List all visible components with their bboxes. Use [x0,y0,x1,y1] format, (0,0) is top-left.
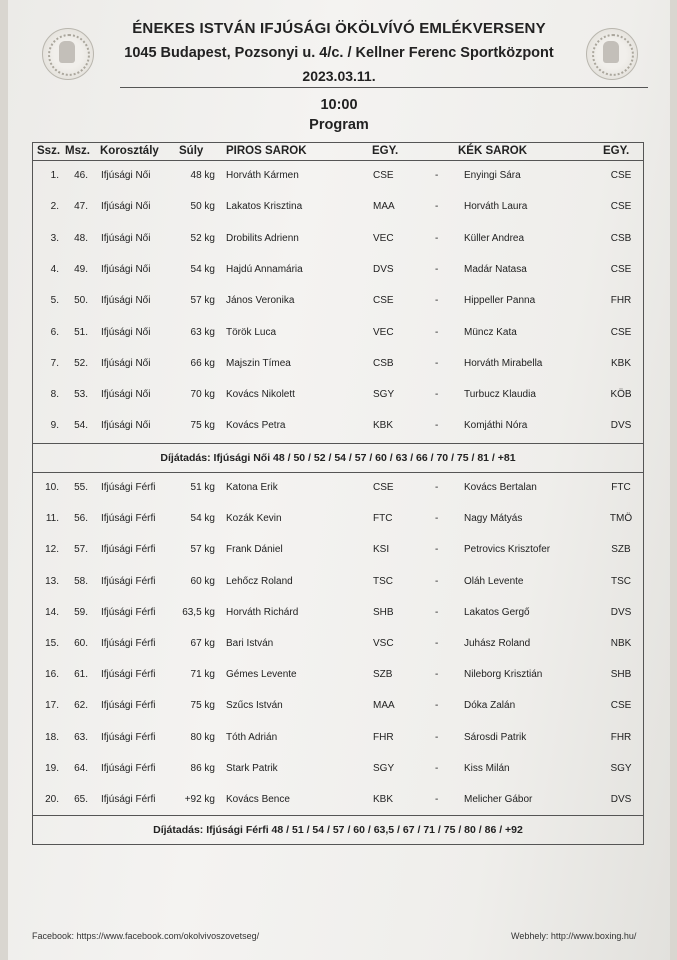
red-corner-name: Török Luca [226,326,277,338]
col-ssz: Ssz. [37,145,61,157]
bout-number: 3. [50,232,59,244]
age-group: Ifjúsági Női [101,357,151,369]
table-row [33,411,643,442]
table-row [33,723,643,754]
red-corner-club: SGY [373,762,395,774]
age-group: Ifjúsági Női [101,295,151,307]
versus-dash: - [435,482,439,493]
red-corner-name: Kovács Nikolett [226,389,295,401]
bout-number: 18. [45,731,59,743]
weight-class: 60 kg [190,575,215,587]
bout-number: 13. [45,575,59,587]
versus-dash: - [435,513,439,525]
match-number: 59. [74,606,88,618]
weight-class: 66 kg [190,357,215,369]
match-number: 61. [74,669,88,681]
versus-dash: - [435,357,439,369]
bout-number: 20. [45,794,59,805]
blue-corner-club: KBK [610,357,631,369]
event-date: 2023.03.11. [302,68,376,84]
red-corner-club: VSC [373,638,394,649]
blue-corner-club: FTC [611,482,631,493]
red-corner-club: SZB [373,669,393,681]
red-corner-name: Hajdú Annamária [226,263,303,275]
blue-corner-name: Dóka Zalán [464,700,516,712]
blue-corner-club: FHR [610,731,632,743]
weight-class: 80 kg [190,731,215,743]
versus-dash: - [435,295,439,307]
versus-dash: - [435,389,439,401]
table-row [33,380,643,411]
weight-class: 57 kg [190,295,215,307]
weight-class: 54 kg [190,263,215,275]
red-corner-name: Drobilits Adrienn [226,232,299,244]
table-row [33,504,643,535]
red-corner-name: Bari István [226,638,274,649]
red-corner-name: János Veronika [226,295,295,307]
blue-corner-club: CSE [610,326,632,338]
col-korosztaly: Korosztály [100,145,159,157]
table-row [33,349,643,380]
weight-class: 48 kg [190,170,215,181]
age-group: Ifjúsági Férfi [101,606,156,618]
red-corner-name: Stark Patrik [226,762,278,774]
age-group: Ifjúsági Férfi [101,731,156,743]
weight-class: 52 kg [190,232,215,244]
blue-corner-name: Horváth Mirabella [464,357,543,369]
table-row [33,598,643,629]
blue-corner-club: DVS [610,420,632,432]
weight-class: 51 kg [190,482,215,493]
facebook-link: Facebook: https://www.facebook.com/okolvivoszovetseg/ [32,931,260,941]
header-divider [120,87,648,88]
table-row [33,192,643,223]
age-group: Ifjúsági Férfi [101,669,156,681]
blue-corner-name: Enyingi Sára [464,170,521,181]
age-group: Ifjúsági Női [101,201,151,213]
versus-dash: - [435,263,439,275]
age-group: Ifjúsági Férfi [101,575,156,587]
table-row [33,473,643,504]
red-corner-club: FTC [373,513,393,525]
table-row [33,161,643,192]
red-corner-name: Horváth Richárd [226,606,299,618]
red-corner-club: TSC [373,575,393,587]
table-row [33,286,643,317]
blue-corner-club: CSE [610,263,632,275]
match-number: 50. [74,295,88,307]
blue-corner-club: CSE [610,201,632,213]
bout-number: 10. [45,482,59,493]
bout-number: 12. [45,544,59,556]
match-number: 60. [74,638,88,649]
bout-number: 14. [45,606,59,618]
match-number: 63. [74,731,88,743]
bout-number: 8. [50,389,59,401]
age-group: Ifjúsági Férfi [101,513,156,525]
versus-dash: - [435,201,439,213]
match-number: 57. [74,544,88,556]
start-time: 10:00 [320,97,358,113]
blue-corner-name: Sárosdi Patrik [464,731,527,743]
age-group: Ifjúsági Női [101,232,151,244]
blue-corner-club: CSB [610,232,632,244]
weight-class: 63,5 kg [182,606,215,618]
red-corner-name: Lakatos Krisztina [226,201,303,213]
match-number: 53. [74,389,88,401]
age-group: Ifjúsági Női [101,389,151,401]
red-corner-club: MAA [373,700,395,712]
table-row [33,255,643,286]
bout-number: 16. [45,669,59,681]
award-ceremony-men: Díjátadás: Ifjúsági Férfi 48 / 51 / 54 / 57 / 60 / 63,5 / 67 / 71 / 75 / 80 / 86 / +92 [33,815,643,844]
red-corner-club: CSE [373,170,394,181]
red-corner-club: KBK [373,420,394,432]
col-msz: Msz. [65,145,90,157]
col-blue-club: EGY. [603,145,630,157]
age-group: Ifjúsági Női [101,420,151,432]
red-corner-club: SHB [373,606,394,618]
bout-number: 9. [50,420,59,432]
table-row [33,567,643,598]
versus-dash: - [435,170,439,181]
red-corner-club: CSE [373,295,394,307]
blue-corner-club: CSE [610,700,632,712]
age-group: Ifjúsági Férfi [101,762,156,774]
red-corner-name: Gémes Levente [226,669,297,681]
weight-class: 75 kg [190,700,215,712]
blue-corner-name: Horváth Laura [464,201,528,213]
red-corner-name: Katona Erik [226,482,278,493]
red-corner-club: VEC [373,232,394,244]
weight-class: 50 kg [190,201,215,213]
versus-dash: - [435,731,439,743]
website-link: Webhely: http://www.boxing.hu/ [511,931,637,941]
blue-corner-club: DVS [610,794,632,805]
red-corner-name: Lehőcz Roland [226,575,293,587]
blue-corner-name: Kiss Milán [464,762,510,774]
versus-dash: - [435,232,439,244]
weight-class: 57 kg [190,544,215,556]
blue-corner-club: NBK [610,638,632,649]
award-ceremony-women: Díjátadás: Ifjúsági Női 48 / 50 / 52 / 54 / 57 / 60 / 63 / 66 / 70 / 75 / 81 / +81 [33,443,643,473]
red-corner-club: MAA [373,201,395,213]
versus-dash: - [435,326,439,338]
weight-class: 67 kg [190,638,215,649]
versus-dash: - [435,700,439,712]
blue-corner-club: TSC [611,575,631,587]
red-corner-name: Szűcs István [226,700,283,712]
blue-corner-club: SGY [610,762,632,774]
weight-class: 54 kg [190,513,215,525]
blue-corner-name: Hippeller Panna [464,295,536,307]
age-group: Ifjúsági Férfi [101,700,156,712]
program-sheet [8,0,670,960]
col-red-corner: PIROS SAROK [226,145,307,157]
bout-number: 4. [50,263,59,275]
col-red-club: EGY. [372,145,399,157]
blue-corner-name: Müncz Kata [464,326,517,338]
bout-number: 6. [50,326,59,338]
match-number: 55. [74,482,88,493]
match-number: 47. [74,201,88,213]
event-title: ÉNEKES ISTVÁN IFJÚSÁGI ÖKÖLVÍVÓ EMLÉKVERSENY [132,20,546,37]
bout-number: 19. [45,762,59,774]
table-row [33,660,643,691]
age-group: Ifjúsági Férfi [101,482,156,493]
blue-corner-name: Turbucz Klaudia [464,389,536,401]
versus-dash: - [435,575,439,587]
bout-number: 5. [50,295,59,307]
blue-corner-name: Madár Natasa [464,263,527,275]
bout-number: 11. [45,513,59,525]
match-number: 56. [74,513,88,525]
match-number: 62. [74,700,88,712]
red-corner-name: Kovács Bence [226,794,290,805]
red-corner-name: Kovács Petra [226,420,286,432]
blue-corner-name: Komjáthi Nóra [464,420,528,432]
blue-corner-club: KÖB [610,389,632,401]
blue-corner-name: Juhász Roland [464,638,531,649]
blue-corner-name: Küller Andrea [464,232,525,244]
red-corner-club: SGY [373,389,395,401]
weight-class: 70 kg [190,389,215,401]
blue-corner-name: Petrovics Krisztofer [464,544,551,556]
age-group: Ifjúsági Női [101,326,151,338]
weight-class: 75 kg [190,420,215,432]
blue-corner-club: DVS [610,606,632,618]
event-venue: 1045 Budapest, Pozsonyi u. 4/c. / Kellner Ferenc Sportközpont [124,45,554,61]
red-corner-name: Tóth Adrián [226,731,278,743]
blue-corner-name: Lakatos Gergő [464,606,530,618]
program-heading: Program [309,117,369,133]
versus-dash: - [435,638,439,649]
red-corner-club: CSE [373,482,394,493]
weight-class: +92 kg [184,794,215,805]
match-number: 48. [74,232,88,244]
bout-number: 7. [50,357,59,369]
versus-dash: - [435,762,439,774]
blue-corner-name: Melicher Gábor [464,794,533,805]
table-header [33,143,643,161]
blue-corner-club: FHR [610,295,632,307]
match-number: 54. [74,420,88,432]
table-row [33,785,643,816]
match-number: 65. [74,794,88,805]
bout-number: 1. [50,170,59,181]
age-group: Ifjúsági Férfi [101,794,156,805]
table-row [33,754,643,785]
blue-corner-name: Nileborg Krisztián [464,669,543,681]
match-number: 46. [74,170,88,181]
versus-dash: - [435,669,439,681]
bout-number: 2. [50,201,59,213]
match-number: 58. [74,575,88,587]
match-number: 51. [74,326,88,338]
header [8,0,670,92]
table-row [33,224,643,255]
red-corner-name: Frank Dániel [226,544,283,556]
weight-class: 71 kg [190,669,215,681]
match-number: 52. [74,357,88,369]
table-row [33,535,643,566]
blue-corner-club: TMÖ [609,513,633,525]
weight-class: 86 kg [190,762,215,774]
table-row [33,318,643,349]
bout-table [32,142,644,845]
red-corner-club: CSB [373,357,394,369]
red-corner-name: Horváth Kármen [226,170,299,181]
red-corner-club: FHR [373,731,394,743]
weight-class: 63 kg [190,326,215,338]
age-group: Ifjúsági Női [101,263,151,275]
age-group: Ifjúsági Férfi [101,638,156,649]
blue-corner-name: Kovács Bertalan [464,482,537,493]
col-suly: Súly [179,145,204,157]
red-corner-club: KSI [373,544,390,556]
versus-dash: - [435,544,439,556]
blue-corner-club: SHB [610,669,632,681]
red-corner-name: Majszin Tímea [226,357,291,369]
versus-dash: - [435,794,439,805]
red-corner-club: KBK [373,794,394,805]
match-number: 49. [74,263,88,275]
age-group: Ifjúsági Női [101,170,151,181]
blue-corner-name: Oláh Levente [464,575,524,587]
red-corner-name: Kozák Kevin [226,513,282,525]
versus-dash: - [435,606,439,618]
blue-corner-name: Nagy Mátyás [464,513,523,525]
age-group: Ifjúsági Férfi [101,544,156,556]
red-corner-club: DVS [373,263,394,275]
versus-dash: - [435,420,439,432]
blue-corner-club: SZB [611,544,631,556]
red-corner-club: VEC [373,326,394,338]
bout-number: 17. [45,700,59,712]
table-row [33,691,643,722]
match-number: 64. [74,762,88,774]
col-blue-corner: KÉK SAROK [458,145,528,157]
bout-number: 15. [45,638,59,649]
table-row [33,629,643,660]
blue-corner-club: CSE [610,170,632,181]
